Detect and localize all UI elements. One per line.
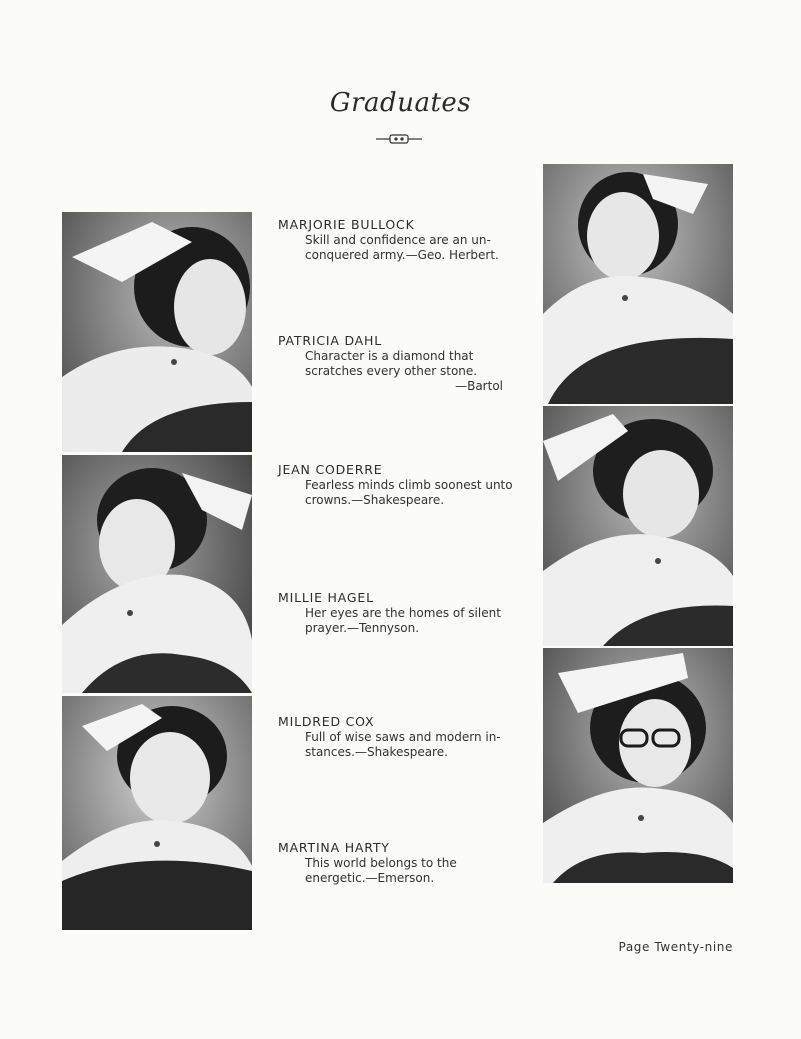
graduate-quote: Full of wise saws and modern in- stances.—Shakespeare. [305, 730, 501, 759]
graduate-entry [278, 332, 523, 394]
quote-attribution: —Bartol [455, 379, 503, 393]
graduate-entry [278, 216, 523, 263]
graduate-name: MARJORIE BULLOCK [278, 217, 415, 232]
graduate-name: MARTINA HARTY [278, 840, 390, 855]
graduate-name: JEAN CODERRE [278, 462, 383, 477]
page-title: Graduates [329, 88, 472, 118]
graduate-quote: This world belongs to the energetic.—Emerson. [305, 856, 457, 885]
portrait-photo [62, 696, 252, 930]
graduate-name: MILDRED COX [278, 714, 375, 729]
graduate-entry [278, 839, 523, 886]
portrait-photo [543, 406, 733, 646]
graduate-entry [278, 589, 523, 636]
graduate-name: PATRICIA DAHL [278, 333, 382, 348]
portrait-photo [543, 164, 733, 404]
graduate-entry [278, 713, 523, 760]
graduate-name: MILLIE HAGEL [278, 590, 374, 605]
ornament-divider [376, 133, 422, 145]
graduate-quote: Skill and confidence are an un- conquered army.—Geo. Herbert. [305, 233, 499, 262]
graduate-quote: Fearless minds climb soonest unto crowns.—Shakespeare. [305, 478, 513, 507]
page-number: Page Twenty-nine [618, 940, 733, 954]
graduate-quote: Character is a diamond that scratches every other stone. —Bartol [278, 349, 523, 394]
graduate-quote: Her eyes are the homes of silent prayer.—Tennyson. [305, 606, 501, 635]
portrait-photo [62, 455, 252, 693]
portrait-photo [543, 648, 733, 883]
graduate-entry [278, 461, 523, 508]
portrait-photo [62, 212, 252, 452]
